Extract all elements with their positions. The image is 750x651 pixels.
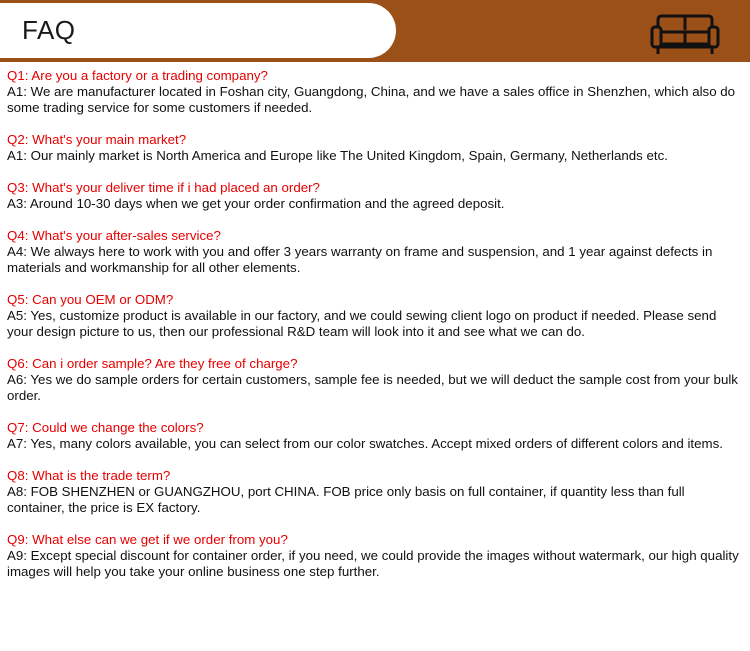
faq-item <box>7 356 745 404</box>
faq-question: Q6: Can i order sample? Are they free of charge? <box>7 356 298 371</box>
faq-item <box>7 292 745 340</box>
faq-question: Q3: What's your deliver time if i had placed an order? <box>7 180 320 195</box>
faq-question: Q4: What's your after-sales service? <box>7 228 221 243</box>
faq-question: Q1: Are you a factory or a trading company? <box>7 68 268 83</box>
faq-answer: A6: Yes we do sample orders for certain customers, sample fee is needed, but we will deduct the sample cost from your bulk order. <box>7 372 738 403</box>
faq-answer: A5: Yes, customize product is available in our factory, and we could sewing client logo on product if needed. Please send your design picture to us, then our professional R&D team will look into it and see what we can do. <box>7 308 717 339</box>
faq-answer: A9: Except special discount for container order, if you need, we could provide the images without watermark, our high quality images will help you take your online business one step further. <box>7 548 739 579</box>
faq-answer: A7: Yes, many colors available, you can select from our color swatches. Accept mixed orders of different colors and items. <box>7 436 723 451</box>
faq-item <box>7 132 745 164</box>
faq-answer: A8: FOB SHENZHEN or GUANGZHOU, port CHINA. FOB price only basis on full container, if quantity less than full container, the price is EX factory. <box>7 484 685 515</box>
faq-answer: A3: Around 10-30 days when we get your order confirmation and the agreed deposit. <box>7 196 505 211</box>
title-pill <box>0 3 396 58</box>
faq-list <box>7 68 745 596</box>
page-title: FAQ <box>22 15 76 45</box>
faq-item <box>7 68 745 116</box>
faq-question: Q7: Could we change the colors? <box>7 420 204 435</box>
faq-question: Q5: Can you OEM or ODM? <box>7 292 174 307</box>
faq-question: Q2: What's your main market? <box>7 132 187 147</box>
faq-answer: A1: We are manufacturer located in Foshan city, Guangdong, China, and we have a sales office in Shenzhen, which also do some trading service for some customers if needed. <box>7 84 736 115</box>
faq-answer: A1: Our mainly market is North America and Europe like The United Kingdom, Spain, Germany, Netherlands etc. <box>7 148 668 163</box>
faq-question: Q9: What else can we get if we order from you? <box>7 532 288 547</box>
faq-item <box>7 468 745 516</box>
faq-item <box>7 180 745 212</box>
header-bar <box>0 0 750 62</box>
faq-item <box>7 228 745 276</box>
sofa-icon <box>650 14 720 56</box>
faq-answer: A4: We always here to work with you and offer 3 years warranty on frame and suspension, and 1 year against defects in materials and workmanship for all other elements. <box>7 244 713 275</box>
faq-question: Q8: What is the trade term? <box>7 468 171 483</box>
faq-item <box>7 420 745 452</box>
faq-item <box>7 532 745 580</box>
